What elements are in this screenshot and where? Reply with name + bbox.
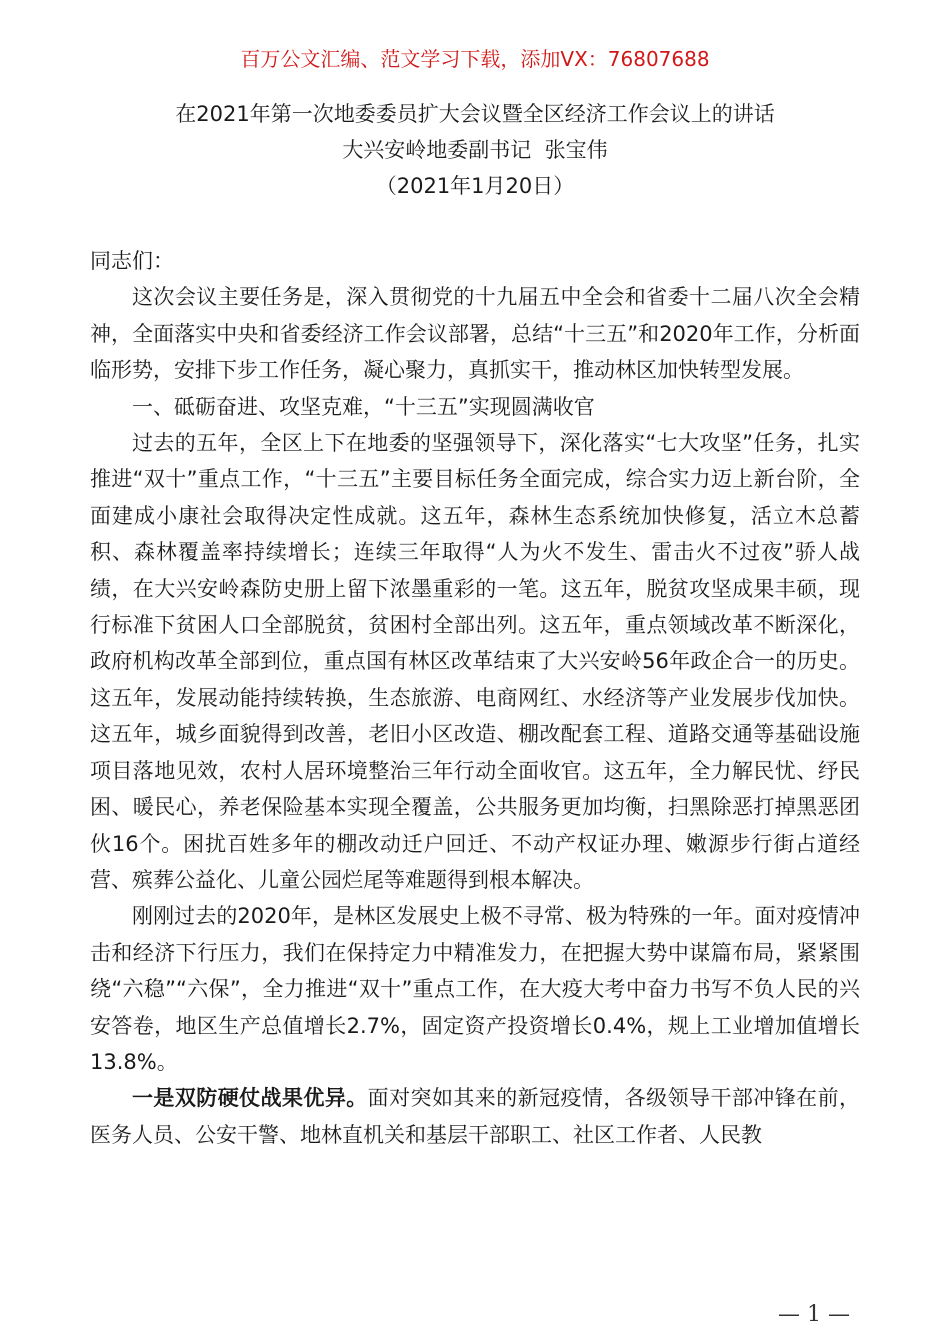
section-heading-1: 一、砥砺奋进、攻坚克难，“十三五”实现圆满收官 — [132, 394, 595, 419]
page-number: — 1 — — [778, 1302, 850, 1327]
speech-title: 在2021年第一次地委委员扩大会议暨全区经济工作会议上的讲话 — [175, 102, 775, 126]
salutation: 同志们： — [90, 249, 174, 273]
speech-body — [90, 243, 860, 1153]
paragraph-intro: 这次会议主要任务是，深入贯彻党的十九届五中全会和省委十二届八次全会精神，全面落实中央和省委经济工作会议部署，总结“十三五”和2020年工作，分析面临形势，安排下步工作任务，凝心聚力，真抓实干，推动林区加快转型发展。 — [90, 285, 860, 383]
speaker-line: 大兴安岭地委副书记 张宝伟 — [342, 138, 608, 162]
header-banner: 百万公文汇编、范文学习下载，添加VX：76807688 — [240, 47, 710, 71]
paragraph-first-point-text: 面对突如其来的新冠疫情，各级领导干部冲锋在前，医务人员、公安干警、地林直机关和基层干部职工、社区工作者、人民教 — [90, 1086, 861, 1147]
paragraph-2020: 刚刚过去的2020年，是林区发展史上极不寻常、极为特殊的一年。面对疫情冲击和经济下行压力，我们在保持定力中精准发力，在把握大势中谋篇布局，紧紧围绕“六稳”“六保”，全力推进“双十”重点工作，在大疫大考中奋力书写不负人民的兴安答卷，地区生产总值增长2.7%，固定资产投资增长0.4%，规上工业增加值增长13.8%。 — [90, 904, 860, 1074]
paragraph-first-point-lead: 一是双防硬仗战果优异。 — [132, 1086, 368, 1111]
speech-date: （2021年1月20日） — [375, 174, 575, 198]
speech-title-block — [0, 96, 950, 204]
paragraph-five-years: 过去的五年，全区上下在地委的坚强领导下，深化落实“七大攻坚”任务，扎实推进“双十”重点工作，“十三五”主要目标任务全面完成，综合实力迈上新台阶，全面建成小康社会取得决定性成就。这五年，森林生态系统加快修复，活立木总蓄积、森林覆盖率持续增长；连续三年取得“人为火不发生、雷击火不过夜”骄人战绩，在大兴安岭森防史册上留下浓墨重彩的一笔。这五年，脱贫攻坚成果丰硕，现行标准下贫困人口全部脱贫，贫困村全部出列。这五年，重点领域改革不断深化，政府机构改革全部到位，重点国有林区改革结束了大兴安岭56年政企合一的历史。这五年，发展动能持续转换，生态旅游、电商网红、水经济等产业发展步伐加快。这五年，城乡面貌得到改善，老旧小区改造、棚改配套工程、道路交通等基础设施项目落地见效，农村人居环境整治三年行动全面收官。这五年，全力解民忧、纾民困、暖民心，养老保险基本实现全覆盖，公共服务更加均衡，扫黑除恶打掉黑恶团伙16个。困扰百姓多年的棚改动迁户回迁、不动产权证办理、嫩源步行街占道经营、殡葬公益化、儿童公园烂尾等难题得到根本解决。 — [90, 431, 860, 892]
paragraph-first-point — [90, 1080, 860, 1153]
